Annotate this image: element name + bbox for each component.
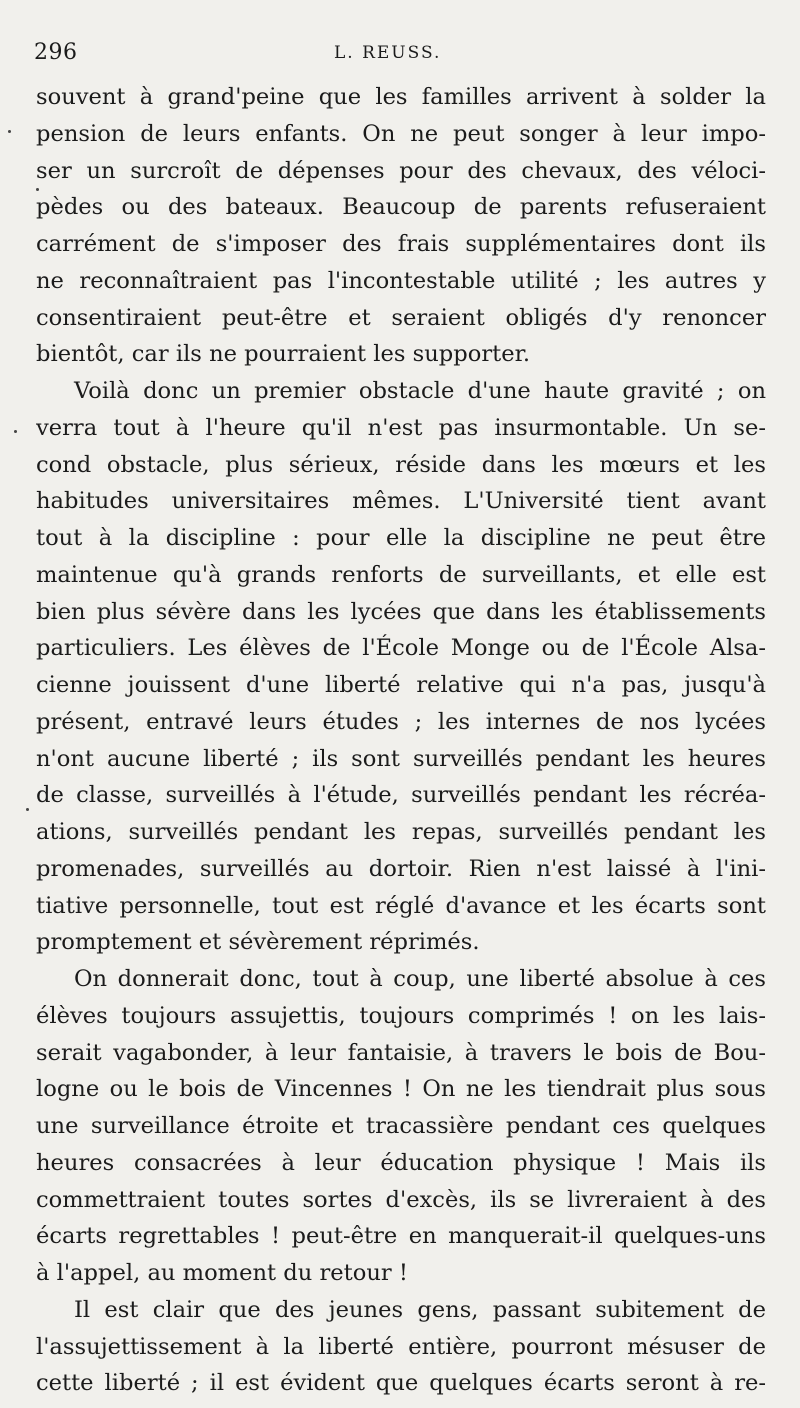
- text-line: écarts regrettables ! peut-être en manquerait-il quelques-uns: [36, 1223, 766, 1250]
- text-line: souvent à grand'peine que les familles arrivent à solder la: [36, 84, 766, 110]
- body-text: [36, 79, 766, 1402]
- text-line: serait vagabonder, à leur fantaisie, à travers le bois de Bou-: [36, 1039, 766, 1066]
- text-line: logne ou le bois de Vincennes ! On ne les tiendrait plus sous: [36, 1076, 766, 1103]
- text-line: carrément de s'imposer des frais supplémentaires dont ils: [36, 231, 766, 257]
- text-line: maintenue qu'à grands renforts de surveillants, et elle est: [36, 561, 766, 588]
- text-line: n'ont aucune liberté ; ils sont surveillés pendant les heures: [36, 745, 766, 772]
- print-speck: [8, 130, 11, 133]
- text-line: verra tout à l'heure qu'il n'est pas insurmontable. Un se-: [36, 414, 766, 441]
- text-line: élèves toujours assujettis, toujours comprimés ! on les lais-: [36, 1002, 766, 1029]
- text-line: pension de leurs enfants. On ne peut songer à leur impo-: [36, 120, 766, 147]
- text-line: consentiraient peut-être et seraient obligés d'y renoncer: [36, 304, 766, 331]
- text-line: On donnerait donc, tout à coup, une liberté absolue à ces: [74, 966, 766, 992]
- text-line: particuliers. Les élèves de l'École Monge ou de l'École Alsa-: [36, 635, 766, 662]
- text-line: bientôt, car ils ne pourraient les supporter.: [36, 341, 531, 368]
- text-line: promenades, surveillés au dortoir. Rien n'est laissé à l'ini-: [36, 855, 766, 882]
- text-line: présent, entravé leurs études ; les internes de nos lycées: [36, 708, 766, 735]
- text-line: pèdes ou des bateaux. Beaucoup de parents refuseraient: [36, 194, 766, 221]
- text-line: tout à la discipline : pour elle la discipline ne peut être: [36, 525, 766, 551]
- print-speck: [26, 808, 29, 811]
- text-line: cond obstacle, plus sérieux, réside dans les mœurs et les: [36, 451, 766, 478]
- text-line: cienne jouissent d'une liberté relative qui n'a pas, jusqu'à: [36, 672, 766, 698]
- text-line: heures consacrées à leur éducation physique ! Mais ils: [36, 1149, 766, 1176]
- text-line: tiative personnelle, tout est réglé d'avance et les écarts sont: [36, 892, 766, 919]
- text-line: de classe, surveillés à l'étude, surveillés pendant les récréa-: [36, 782, 766, 809]
- text-line: promptement et sévèrement réprimés.: [36, 929, 480, 956]
- text-line: cette liberté ; il est évident que quelques écarts seront à re-: [36, 1370, 766, 1397]
- text-line: ations, surveillés pendant les repas, surveillés pendant les: [36, 819, 766, 845]
- text-line: ser un surcroît de dépenses pour des chevaux, des véloci-: [36, 157, 766, 184]
- text-line: bien plus sévère dans les lycées que dans les établissements: [36, 598, 766, 625]
- running-head: L. REUSS.: [334, 43, 442, 63]
- text-line: Voilà donc un premier obstacle d'une haute gravité ; on: [74, 378, 766, 404]
- text-line: commettraient toutes sortes d'excès, ils se livreraient à des: [36, 1186, 766, 1213]
- text-line: une surveillance étroite et tracassière pendant ces quelques: [36, 1113, 766, 1139]
- text-line: ne reconnaîtraient pas l'incontestable utilité ; les autres y: [36, 267, 766, 294]
- page-header: [34, 40, 764, 74]
- page-number: 296: [34, 40, 78, 65]
- text-line: habitudes universitaires mêmes. L'Université tient avant: [36, 488, 766, 515]
- print-speck: [36, 188, 39, 191]
- print-speck: [14, 430, 17, 433]
- text-line: Il est clair que des jeunes gens, passant subitement de: [74, 1296, 766, 1323]
- text-line: à l'appel, au moment du retour !: [36, 1260, 408, 1286]
- text-line: l'assujettissement à la liberté entière, pourront mésuser de: [36, 1333, 766, 1360]
